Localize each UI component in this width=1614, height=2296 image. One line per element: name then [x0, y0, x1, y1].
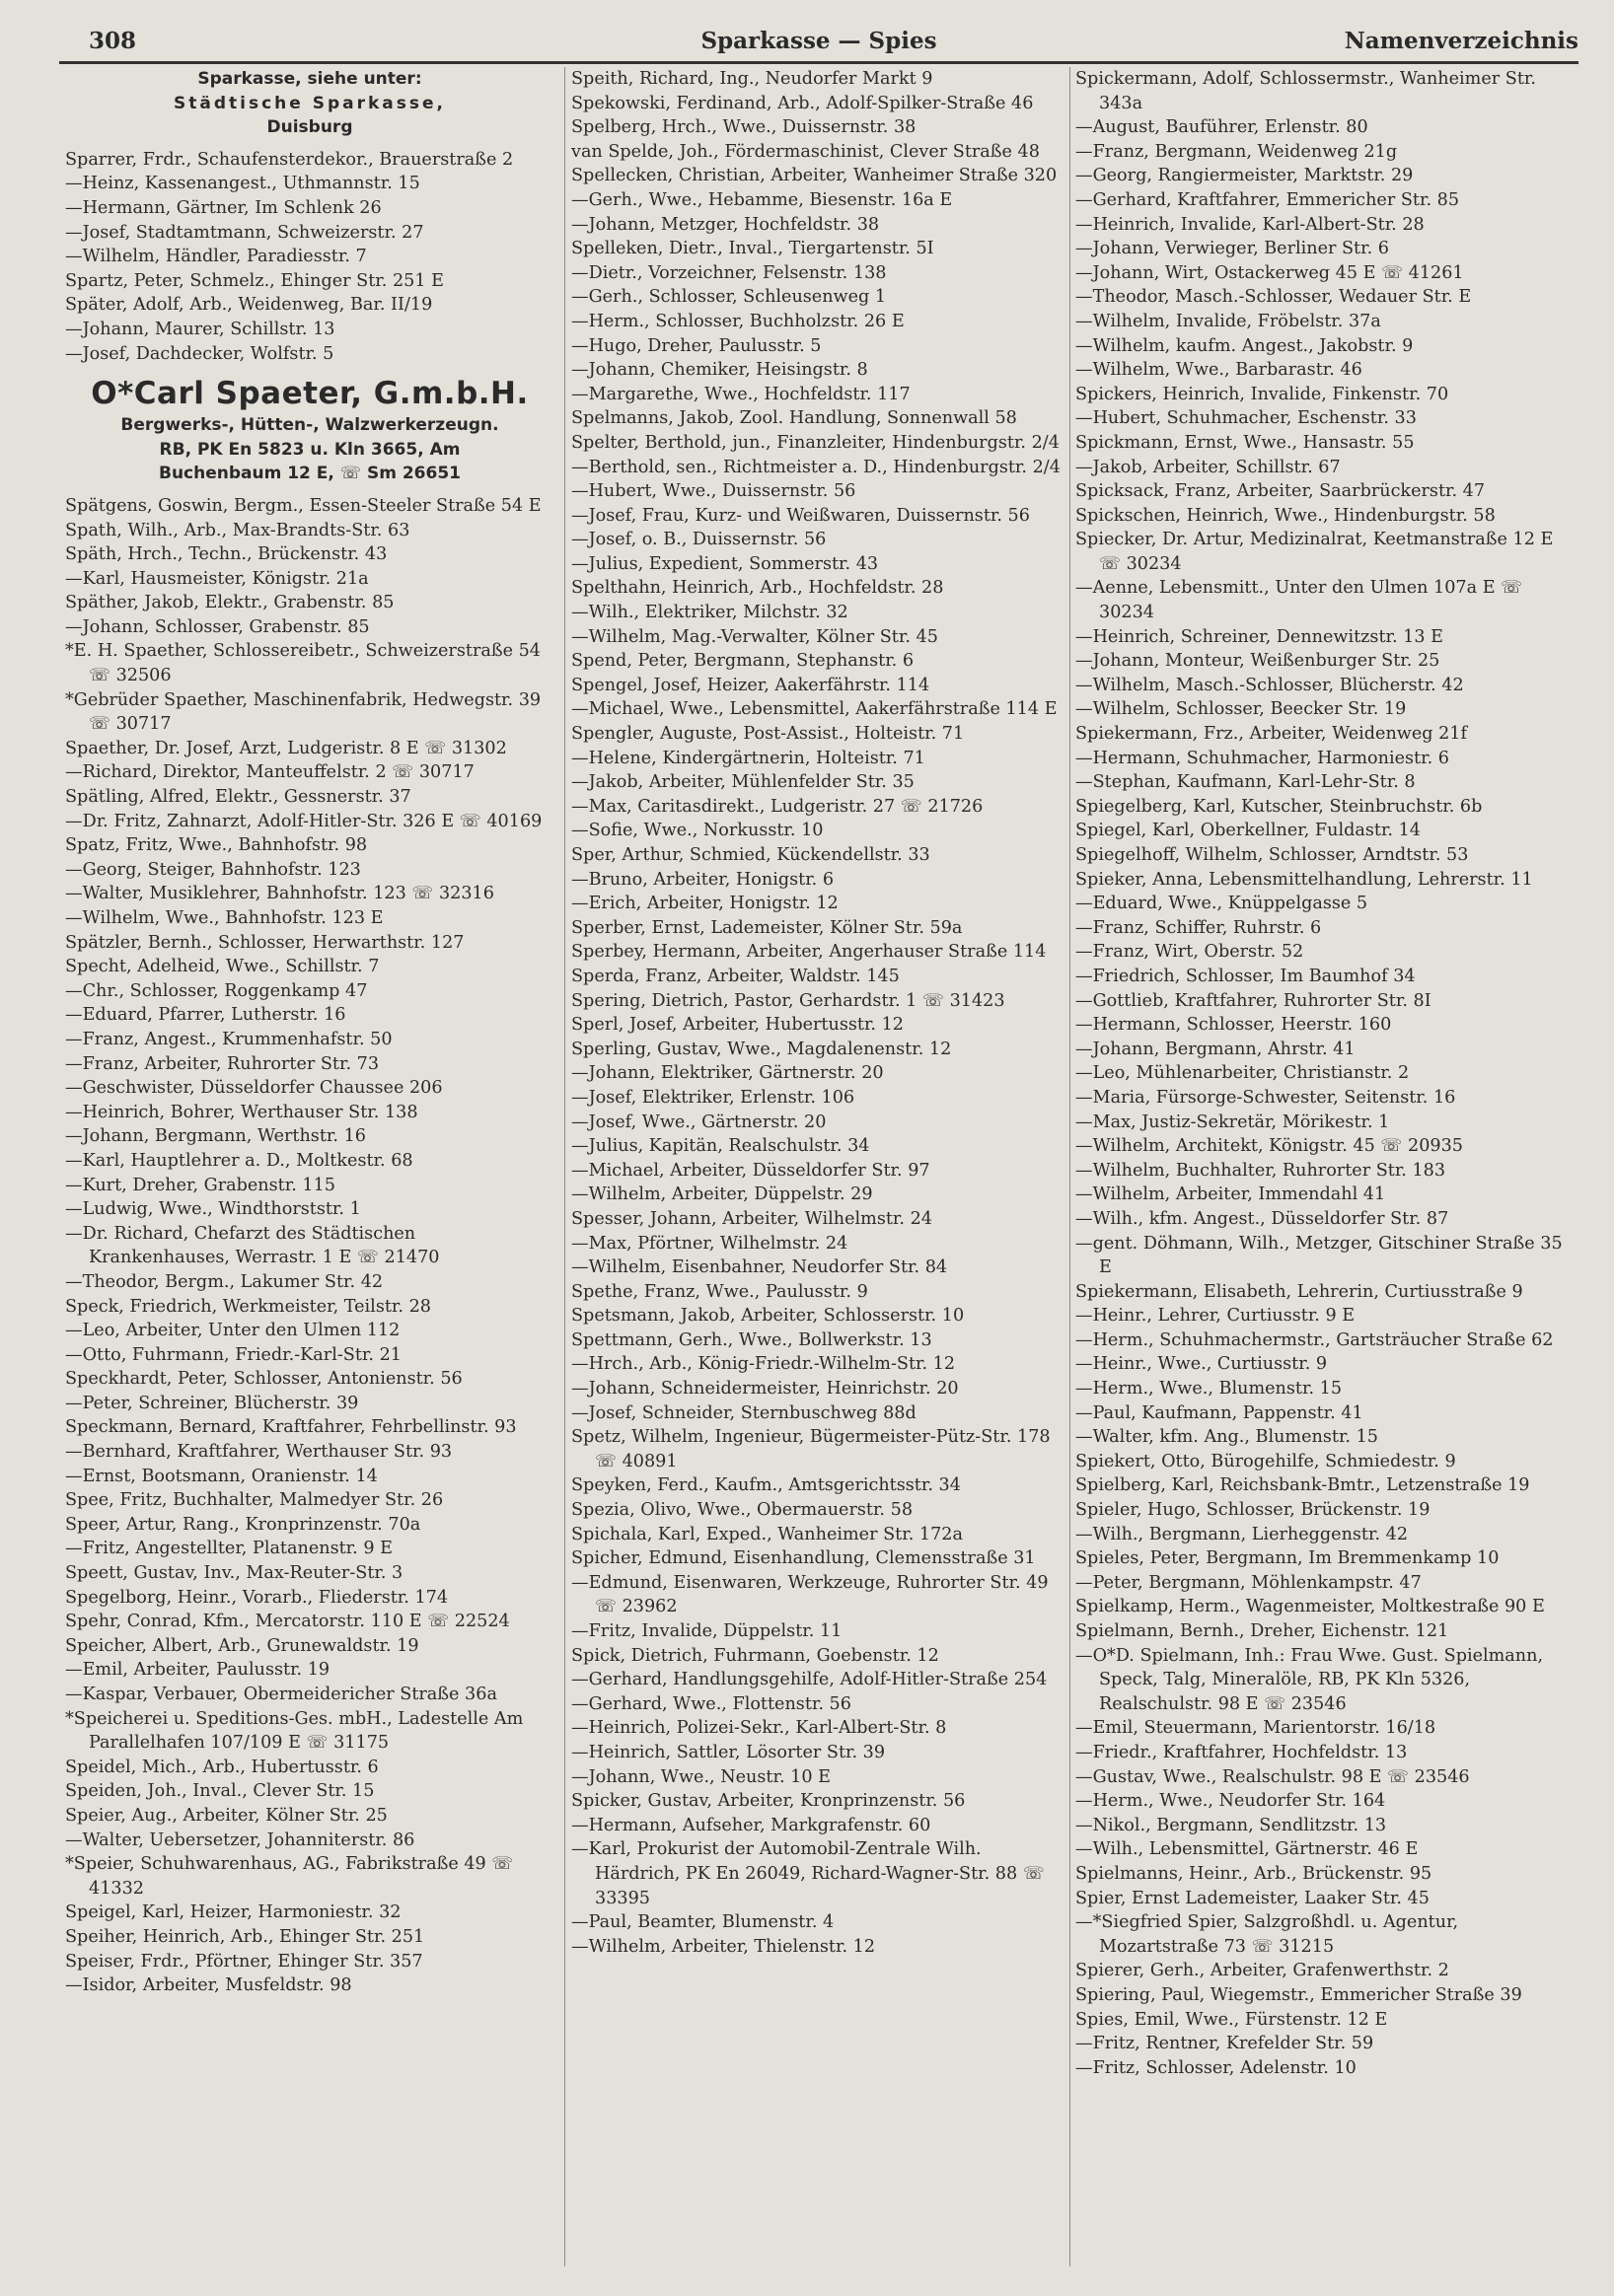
- directory-entry: —Wilhelm, Architekt, Königstr. 45 ☏ 20935: [1075, 1136, 1463, 1157]
- directory-entry: Spelmanns, Jakob, Zool. Handlung, Sonnenwall 58: [571, 408, 1017, 429]
- directory-entry: —Aenne, Lebensmitt., Unter den Ulmen 107a E ☏ 30234: [1075, 578, 1523, 623]
- directory-entry: Spehr, Conrad, Kfm., Mercatorstr. 110 E ☏ 22524: [65, 1612, 510, 1632]
- running-title: Sparkasse — Spies: [700, 28, 937, 54]
- directory-entry: —Johann, Schlosser, Grabenstr. 85: [65, 616, 370, 637]
- column-divider: [1069, 67, 1070, 2266]
- directory-entry: —Berthold, sen., Richtmeister a. D., Hindenburgstr. 2/4: [571, 457, 1061, 477]
- directory-entry: Spicher, Edmund, Eisenhandlung, Clemensstraße 31: [571, 1548, 1036, 1569]
- directory-entry: —Otto, Fuhrmann, Friedr.-Karl-Str. 21: [65, 1344, 402, 1365]
- directory-entry: —Wilhelm, Arbeiter, Thielenstr. 12: [571, 1936, 876, 1957]
- directory-entry: —Wilhelm, Eisenbahner, Neudorfer Str. 84: [571, 1257, 948, 1278]
- advertisement-line: Sparkasse, siehe unter:: [197, 69, 422, 89]
- directory-entry: —August, Bauführer, Erlenstr. 80: [1075, 117, 1368, 138]
- directory-entry: Sperl, Josef, Arbeiter, Hubertusstr. 12: [571, 1015, 905, 1036]
- directory-entry: Spiekert, Otto, Bürogehilfe, Schmiedestr. 9: [1075, 1451, 1456, 1471]
- directory-entry: Spichala, Karl, Exped., Wanheimer Str. 172a: [571, 1524, 963, 1544]
- directory-entry: Spick, Dietrich, Fuhrmann, Goebenstr. 12: [571, 1645, 939, 1666]
- directory-entry: —Gustav, Wwe., Realschulstr. 98 E ☏ 23546: [1075, 1766, 1470, 1787]
- directory-entry: —Paul, Kaufmann, Pappenstr. 41: [1075, 1402, 1363, 1423]
- directory-entry: —Hermann, Schuhmacher, Harmoniestr. 6: [1075, 748, 1449, 768]
- directory-entry: —Wilh., Bergmann, Lierheggenstr. 42: [1075, 1524, 1409, 1544]
- directory-entry: —Theodor, Bergm., Lakumer Str. 42: [65, 1271, 384, 1292]
- directory-entry: Spickermann, Adolf, Schlossermstr., Wanheimer Str. 343a: [1075, 69, 1536, 113]
- advertisement-line: Duisburg: [266, 117, 353, 138]
- directory-entry: —Friedr., Kraftfahrer, Hochfeldstr. 13: [1075, 1742, 1408, 1762]
- directory-entry: —Johann, Bergmann, Ahrstr. 41: [1075, 1039, 1356, 1059]
- directory-entry: Späth, Hrch., Techn., Brückenstr. 43: [65, 544, 388, 565]
- directory-entry: —O*D. Spielmann, Inh.: Frau Wwe. Gust. Spielmann, Speck, Talg, Mineralöle, RB, PK Kln 5326, Realschulstr. 98 E ☏ 23546: [1075, 1645, 1544, 1714]
- directory-entry: Speck, Friedrich, Werkmeister, Teilstr. 28: [65, 1296, 431, 1317]
- directory-entry: —Josef, o. B., Duissernstr. 56: [571, 530, 827, 550]
- directory-entry: —Geschwister, Düsseldorfer Chaussee 206: [65, 1078, 443, 1099]
- directory-entry: —Wilh., kfm. Angest., Düsseldorfer Str. 87: [1075, 1208, 1449, 1229]
- directory-entry: Spetz, Wilhelm, Ingenieur, Bügermeister-Pütz-Str. 178 ☏ 40891: [571, 1427, 1051, 1471]
- directory-entry: Spickmann, Ernst, Wwe., Hansastr. 55: [1075, 432, 1415, 453]
- directory-entry: —Julius, Expedient, Sommerstr. 43: [571, 553, 879, 574]
- directory-entry: —Wilhelm, Masch.-Schlosser, Blücherstr. 42: [1075, 675, 1464, 695]
- column-1: [65, 67, 554, 1998]
- directory-entry: —Heinz, Kassenangest., Uthmannstr. 15: [65, 174, 420, 194]
- directory-entry: —Herm., Schuhmachermstr., Gartsträucher Straße 62: [1075, 1329, 1554, 1350]
- directory-entry: —Margarethe, Wwe., Hochfeldstr. 117: [571, 384, 911, 404]
- directory-entry: —Franz, Wirt, Oberstr. 52: [1075, 942, 1304, 963]
- directory-entry: —Fritz, Angestellter, Platanenstr. 9 E: [65, 1539, 393, 1559]
- directory-entry: Spekowski, Ferdinand, Arb., Adolf-Spilker-Straße 46: [571, 93, 1034, 113]
- directory-entry: Später, Adolf, Arb., Weidenweg, Bar. II/19: [65, 295, 433, 316]
- directory-entry: —Walter, Uebersetzer, Johanniterstr. 86: [65, 1830, 415, 1850]
- directory-entry: —Jakob, Arbeiter, Schillstr. 67: [1075, 457, 1341, 477]
- directory-entry: —Gerhard, Kraftfahrer, Emmericher Str. 85: [1075, 189, 1460, 210]
- directory-entry: Spätzler, Bernh., Schlosser, Herwarthstr. 127: [65, 932, 465, 953]
- directory-entry: Speyken, Ferd., Kaufm., Amtsgerichtsstr. 34: [571, 1475, 961, 1496]
- directory-entry: —Eduard, Pfarrer, Lutherstr. 16: [65, 1005, 346, 1026]
- column-2: [571, 67, 1061, 1959]
- directory-entry: —Kurt, Dreher, Grabenstr. 115: [65, 1175, 335, 1195]
- directory-entry: —Wilhelm, Invalide, Fröbelstr. 37a: [1075, 311, 1381, 331]
- directory-entry: —Hubert, Wwe., Duissernstr. 56: [571, 481, 856, 502]
- directory-entry: —*Siegfried Spier, Salzgroßhdl. u. Agentur, Mozartstraße 73 ☏ 31215: [1075, 1912, 1459, 1957]
- directory-entry: —Heinrich, Sattler, Lösorter Str. 39: [571, 1742, 886, 1762]
- directory-entry: Speiher, Heinrich, Arb., Ehinger Str. 251: [65, 1926, 425, 1947]
- directory-entry: —Leo, Arbeiter, Unter den Ulmen 112: [65, 1321, 401, 1341]
- directory-entry: Spiering, Paul, Wiegemstr., Emmericher Straße 39: [1075, 1984, 1522, 2005]
- directory-entry: Spezia, Olivo, Wwe., Obermauerstr. 58: [571, 1500, 914, 1521]
- advertisement-line: Buchenbaum 12 E, ☏ Sm 26651: [158, 464, 461, 484]
- directory-entry: Speiser, Frdr., Pförtner, Ehinger Str. 357: [65, 1951, 423, 1972]
- directory-entry: —Wilhelm, Wwe., Barbarastr. 46: [1075, 360, 1362, 381]
- directory-entry: —Dr. Richard, Chefarzt des Städtischen Krankenhauses, Werrastr. 1 E ☏ 21470: [65, 1223, 440, 1268]
- directory-entry: —Max, Justiz-Sekretär, Mörikestr. 1: [1075, 1112, 1390, 1132]
- page-number: 308: [89, 28, 137, 54]
- directory-entry: Spethe, Franz, Wwe., Paulusstr. 9: [571, 1281, 868, 1302]
- directory-entry: Speier, Aug., Arbeiter, Kölner Str. 25: [65, 1805, 388, 1826]
- directory-entry: Spiekermann, Frz., Arbeiter, Weidenweg 21f: [1075, 724, 1468, 745]
- advertisement-line: Städtische Sparkasse,: [174, 93, 446, 113]
- directory-entry: —Gerh., Wwe., Hebamme, Biesenstr. 16a E: [571, 189, 953, 210]
- directory-entry: —Peter, Schreiner, Blücherstr. 39: [65, 1393, 359, 1413]
- directory-entry: Spiegelhoff, Wilhelm, Schlosser, Arndtstr. 53: [1075, 845, 1469, 865]
- directory-entry: —Gerhard, Wwe., Flottenstr. 56: [571, 1693, 851, 1714]
- directory-entry: —Hermann, Aufseher, Markgrafenstr. 60: [571, 1815, 931, 1835]
- directory-entry: —Wilhelm, kaufm. Angest., Jakobstr. 9: [1075, 335, 1414, 356]
- directory-entry: —Hermann, Gärtner, Im Schlenk 26: [65, 197, 382, 218]
- directory-entry: Spätling, Alfred, Elektr., Gessnerstr. 37: [65, 787, 411, 808]
- directory-entry: —Fritz, Schlosser, Adelenstr. 10: [1075, 2057, 1357, 2078]
- column-3: [1075, 67, 1565, 2080]
- directory-entry: —Johann, Verwieger, Berliner Str. 6: [1075, 239, 1389, 259]
- directory-entry: Spath, Wilh., Arb., Max-Brandts-Str. 63: [65, 520, 410, 540]
- directory-entry: —Josef, Schneider, Sternbuschweg 88d: [571, 1402, 917, 1423]
- directory-entry: —Gerh., Schlosser, Schleusenweg 1: [571, 287, 887, 308]
- directory-entry: Spelter, Berthold, jun., Finanzleiter, Hindenburgstr. 2/4: [571, 432, 1060, 453]
- directory-entry: Spelberg, Hrch., Wwe., Duissernstr. 38: [571, 117, 917, 138]
- directory-entry: —Franz, Angest., Krummenhafstr. 50: [65, 1029, 393, 1049]
- directory-entry: van Spelde, Joh., Fördermaschinist, Clever Straße 48: [571, 141, 1040, 162]
- directory-entry: —Emil, Arbeiter, Paulusstr. 19: [65, 1660, 330, 1681]
- directory-entry: Spartz, Peter, Schmelz., Ehinger Str. 251 E: [65, 270, 444, 291]
- directory-entry: —Heinrich, Schreiner, Dennewitzstr. 13 E: [1075, 626, 1444, 647]
- directory-entry: Spies, Emil, Wwe., Fürstenstr. 12 E: [1075, 2009, 1388, 2030]
- directory-entry: *E. H. Spaether, Schlossereibetr., Schweizerstraße 54 ☏ 32506: [65, 641, 541, 686]
- directory-entry: Speith, Richard, Ing., Neudorfer Markt 9: [571, 69, 933, 89]
- directory-entry: —Johann, Schneidermeister, Heinrichstr. 20: [571, 1379, 959, 1399]
- directory-entry: —Dietr., Vorzeichner, Felsenstr. 138: [571, 262, 887, 283]
- directory-entry: Spielmann, Bernh., Dreher, Eichenstr. 121: [1075, 1621, 1449, 1641]
- directory-entry: —Karl, Hausmeister, Königstr. 21a: [65, 568, 369, 589]
- directory-entry: —Eduard, Wwe., Knüppelgasse 5: [1075, 894, 1368, 914]
- directory-entry: —Georg, Steiger, Bahnhofstr. 123: [65, 859, 361, 880]
- directory-entry: *Speicherei u. Speditions-Ges. mbH., Ladestelle Am Parallelhafen 107/109 E ☏ 31175: [65, 1708, 524, 1754]
- directory-entry: —Peter, Bergmann, Möhlenkampstr. 47: [1075, 1572, 1422, 1593]
- directory-entry: —Johann, Elektriker, Gärtnerstr. 20: [571, 1063, 884, 1084]
- directory-entry: —Heinrich, Bohrer, Werthauser Str. 138: [65, 1102, 418, 1122]
- directory-entry: Speett, Gustav, Inv., Max-Reuter-Str. 3: [65, 1563, 404, 1584]
- directory-entry: —Richard, Direktor, Manteuffelstr. 2 ☏ 30717: [65, 762, 475, 783]
- directory-entry: Späther, Jakob, Elektr., Grabenstr. 85: [65, 593, 395, 613]
- section-title: Namenverzeichnis: [1344, 28, 1578, 54]
- directory-entry: —Johann, Metzger, Hochfeldstr. 38: [571, 214, 880, 235]
- directory-entry: —Herm., Wwe., Blumenstr. 15: [1075, 1379, 1343, 1399]
- directory-entry: Spickschen, Heinrich, Wwe., Hindenburgstr. 58: [1075, 505, 1496, 526]
- directory-entry: —Josef, Frau, Kurz- und Weißwaren, Duissernstr. 56: [571, 505, 1030, 526]
- directory-entry: —Herm., Wwe., Neudorfer Str. 164: [1075, 1791, 1386, 1812]
- directory-entry: —Ludwig, Wwe., Windthorststr. 1: [65, 1199, 361, 1220]
- directory-entry: —Johann, Wwe., Neustr. 10 E: [571, 1766, 831, 1787]
- directory-entry: —Nikol., Bergmann, Sendlitzstr. 13: [1075, 1815, 1387, 1835]
- directory-entry: Specht, Adelheid, Wwe., Schillstr. 7: [65, 957, 380, 977]
- directory-entry: —Karl, Hauptlehrer a. D., Moltkestr. 68: [65, 1150, 413, 1171]
- directory-entry: Spaether, Dr. Josef, Arzt, Ludgeristr. 8 E ☏ 31302: [65, 738, 507, 758]
- directory-entry: Spee, Fritz, Buchhalter, Malmedyer Str. 26: [65, 1490, 444, 1511]
- directory-entry: Sperda, Franz, Arbeiter, Waldstr. 145: [571, 966, 900, 986]
- directory-entry: Spend, Peter, Bergmann, Stephanstr. 6: [571, 651, 915, 672]
- directory-entry: Spetsmann, Jakob, Arbeiter, Schlosserstr. 10: [571, 1306, 965, 1327]
- directory-entry: —Wilhelm, Schlosser, Beecker Str. 19: [1075, 699, 1407, 720]
- directory-entry: —Wilhelm, Arbeiter, Düppelstr. 29: [571, 1184, 873, 1205]
- directory-entry: Spieles, Peter, Bergmann, Im Bremmenkamp 10: [1075, 1548, 1500, 1569]
- directory-entry: —Josef, Elektriker, Erlenstr. 106: [571, 1087, 855, 1108]
- directory-entry: —Hugo, Dreher, Paulusstr. 5: [571, 335, 822, 356]
- directory-entry: —Hrch., Arb., König-Friedr.-Wilhelm-Str. 12: [571, 1354, 956, 1375]
- directory-entry: Spiecker, Dr. Artur, Medizinalrat, Keetmanstraße 12 E ☏ 30234: [1075, 530, 1554, 574]
- directory-entry: Spickers, Heinrich, Invalide, Finkenstr. 70: [1075, 384, 1449, 404]
- directory-entry: —Hubert, Schuhmacher, Eschenstr. 33: [1075, 408, 1417, 429]
- directory-entry: —Franz, Arbeiter, Ruhrorter Str. 73: [65, 1053, 380, 1074]
- directory-entry: —Michael, Arbeiter, Düsseldorfer Str. 97: [571, 1160, 930, 1181]
- directory-entry: —Erich, Arbeiter, Honigstr. 12: [571, 894, 839, 914]
- directory-entry: Spettmann, Gerh., Wwe., Bollwerkstr. 13: [571, 1329, 932, 1350]
- directory-entry: —Michael, Wwe., Lebensmittel, Aakerfährstraße 114 E: [571, 699, 1058, 720]
- directory-entry: —Wilhelm, Buchhalter, Ruhrorter Str. 183: [1075, 1160, 1446, 1181]
- directory-entry: Sparrer, Frdr., Schaufensterdekor., Brauerstraße 2: [65, 149, 514, 170]
- directory-entry: —Chr., Schlosser, Roggenkamp 47: [65, 980, 368, 1001]
- directory-entry: Speckmann, Bernard, Kraftfahrer, Fehrbellinstr. 93: [65, 1417, 517, 1438]
- directory-entry: —Karl, Prokurist der Automobil-Zentrale Wilh. Härdrich, PK En 26049, Richard-Wagner-Str. 88 ☏ 33395: [571, 1839, 1045, 1908]
- directory-entry: Spering, Dietrich, Pastor, Gerhardstr. 1 ☏ 31423: [571, 990, 1005, 1011]
- directory-entry: —Heinrich, Invalide, Karl-Albert-Str. 28: [1075, 214, 1425, 235]
- directory-entry: Speer, Artur, Rang., Kronprinzenstr. 70a: [65, 1514, 421, 1535]
- directory-entry: —Ernst, Bootsmann, Oranienstr. 14: [65, 1466, 378, 1486]
- directory-entry: Spier, Ernst Lademeister, Laaker Str. 45: [1075, 1888, 1430, 1908]
- directory-entry: *Gebrüder Spaether, Maschinenfabrik, Hedwegstr. 39 ☏ 30717: [65, 689, 542, 735]
- directory-entry: —Maria, Fürsorge-Schwester, Seitenstr. 16: [1075, 1087, 1456, 1108]
- directory-entry: Sperbey, Hermann, Arbeiter, Angerhauser Straße 114: [571, 942, 1047, 963]
- directory-entry: —Stephan, Kaufmann, Karl-Lehr-Str. 8: [1075, 772, 1416, 793]
- directory-entry: Spegelborg, Heinr., Vorarb., Fliederstr. 174: [65, 1587, 449, 1608]
- directory-entry: Spielmanns, Heinr., Arb., Brückenstr. 95: [1075, 1863, 1432, 1884]
- directory-entry: Spielkamp, Herm., Wagenmeister, Moltkestraße 90 E: [1075, 1597, 1545, 1617]
- directory-entry: Spieler, Hugo, Schlosser, Brückenstr. 19: [1075, 1500, 1431, 1521]
- directory-entry: —Edmund, Eisenwaren, Werkzeuge, Ruhrorter Str. 49 ☏ 23962: [571, 1572, 1049, 1617]
- directory-entry: —Paul, Beamter, Blumenstr. 4: [571, 1912, 835, 1933]
- directory-entry: —Wilh., Elektriker, Milchstr. 32: [571, 603, 848, 623]
- directory-entry: Spiegel, Karl, Oberkellner, Fuldastr. 14: [1075, 821, 1422, 841]
- directory-entry: —Josef, Stadtamtmann, Schweizerstr. 27: [65, 222, 424, 243]
- directory-entry: —Fritz, Invalide, Düppelstr. 11: [571, 1621, 843, 1641]
- directory-entry: —Theodor, Masch.-Schlosser, Wedauer Str. E: [1075, 287, 1472, 308]
- directory-entry: Speiden, Joh., Inval., Clever Str. 15: [65, 1781, 375, 1802]
- directory-entry: —Johann, Chemiker, Heisingstr. 8: [571, 360, 868, 381]
- directory-entry: —Kaspar, Verbauer, Obermeidericher Straße 36a: [65, 1685, 497, 1704]
- directory-entry: *Speier, Schuhwarenhaus, AG., Fabrikstraße 49 ☏ 41332: [65, 1854, 514, 1899]
- directory-entry: —Wilhelm, Mag.-Verwalter, Kölner Str. 45: [571, 626, 938, 647]
- directory-entry: —Johann, Monteur, Weißenburger Str. 25: [1075, 651, 1440, 672]
- directory-entry: Spesser, Johann, Arbeiter, Wilhelmstr. 24: [571, 1208, 932, 1229]
- directory-entry: —Sofie, Wwe., Norkusstr. 10: [571, 821, 824, 841]
- directory-entry: Speckhardt, Peter, Schlosser, Antonienstr. 56: [65, 1369, 463, 1390]
- directory-entry: —Wilh., Lebensmittel, Gärtnerstr. 46 E: [1075, 1839, 1419, 1860]
- directory-entry: —Jakob, Arbeiter, Mühlenfelder Str. 35: [571, 772, 915, 793]
- directory-entry: Spengel, Josef, Heizer, Aakerfährstr. 114: [571, 675, 930, 695]
- directory-entry: —Isidor, Arbeiter, Musfeldstr. 98: [65, 1975, 352, 1996]
- directory-entry: Spengler, Auguste, Post-Assist., Holteistr. 71: [571, 724, 965, 745]
- directory-entry: —Josef, Dachdecker, Wolfstr. 5: [65, 343, 334, 364]
- directory-entry: Spielberg, Karl, Reichsbank-Bmtr., Letzenstraße 19: [1075, 1475, 1530, 1496]
- directory-entry: Sperber, Ernst, Lademeister, Kölner Str. 59a: [571, 917, 963, 938]
- directory-entry: —Bruno, Arbeiter, Honigstr. 6: [571, 869, 835, 890]
- directory-entry: Spicksack, Franz, Arbeiter, Saarbrückerstr. 47: [1075, 481, 1486, 502]
- directory-entry: —Gottlieb, Kraftfahrer, Ruhrorter Str. 8I: [1075, 990, 1431, 1011]
- directory-entry: —Walter, kfm. Ang., Blumenstr. 15: [1075, 1427, 1378, 1448]
- directory-entry: —Wilhelm, Arbeiter, Immendahl 41: [1075, 1184, 1386, 1205]
- advertisement-line: O*Carl Spaeter, G.m.b.H.: [91, 376, 529, 412]
- directory-entry: —Bernhard, Kraftfahrer, Werthauser Str. 93: [65, 1442, 453, 1463]
- directory-entry: —Heinr., Lehrer, Curtiusstr. 9 E: [1075, 1306, 1356, 1327]
- directory-entry: —Helene, Kindergärtnerin, Holteistr. 71: [571, 748, 925, 768]
- directory-entry: —gent. Döhmann, Wilh., Metzger, Gitschiner Straße 35 E: [1075, 1233, 1563, 1278]
- directory-entry: —Johann, Maurer, Schillstr. 13: [65, 319, 335, 339]
- directory-entry: Spierer, Gerh., Arbeiter, Grafenwerthstr. 2: [1075, 1961, 1449, 1981]
- directory-entry: —Fritz, Rentner, Krefelder Str. 59: [1075, 2034, 1374, 2054]
- directory-entry: Speidel, Mich., Arb., Hubertusstr. 6: [65, 1757, 379, 1777]
- directory-entry: —Heinrich, Polizei-Sekr., Karl-Albert-Str. 8: [571, 1718, 947, 1739]
- directory-entry: Spätgens, Goswin, Bergm., Essen-Steeler Straße 54 E: [65, 495, 542, 516]
- directory-entry: —Herm., Schlosser, Buchholzstr. 26 E: [571, 311, 905, 331]
- directory-entry: Spellecken, Christian, Arbeiter, Wanheimer Straße 320: [571, 166, 1058, 186]
- directory-entry: —Johann, Bergmann, Werthstr. 16: [65, 1126, 366, 1147]
- directory-entry: Spiekermann, Elisabeth, Lehrerin, Curtiusstraße 9: [1075, 1281, 1523, 1302]
- directory-entry: Spiegelberg, Karl, Kutscher, Steinbruchstr. 6b: [1075, 796, 1483, 817]
- directory-entry: —Max, Caritasdirekt., Ludgeristr. 27 ☏ 21726: [571, 796, 984, 817]
- directory-entry: —Hermann, Schlosser, Heerstr. 160: [1075, 1015, 1392, 1036]
- directory-entry: —Emil, Steuermann, Marientorstr. 16/18: [1075, 1718, 1436, 1739]
- directory-entry: Spelthahn, Heinrich, Arb., Hochfeldstr. 28: [571, 578, 944, 599]
- directory-entry: Sperling, Gustav, Wwe., Magdalenenstr. 12: [571, 1039, 952, 1059]
- directory-entry: —Franz, Bergmann, Weidenweg 21g: [1075, 141, 1398, 162]
- directory-entry: —Georg, Rangiermeister, Marktstr. 29: [1075, 166, 1414, 186]
- directory-entry: —Wilhelm, Wwe., Bahnhofstr. 123 E: [65, 908, 384, 928]
- directory-entry: —Leo, Mühlenarbeiter, Christianstr. 2: [1075, 1063, 1410, 1084]
- directory-entry: Speigel, Karl, Heizer, Harmoniestr. 32: [65, 1902, 402, 1923]
- directory-entry: —Max, Pförtner, Wilhelmstr. 24: [571, 1233, 848, 1254]
- directory-entry: —Gerhard, Handlungsgehilfe, Adolf-Hitler-Straße 254: [571, 1670, 1048, 1690]
- directory-entry: —Wilhelm, Händler, Paradiesstr. 7: [65, 247, 367, 267]
- column-divider: [564, 67, 565, 2266]
- directory-entry: —Johann, Wirt, Ostackerweg 45 E ☏ 41261: [1075, 262, 1464, 283]
- directory-entry: Spicker, Gustav, Arbeiter, Kronprinzenstr. 56: [571, 1791, 966, 1812]
- directory-entry: Sper, Arthur, Schmied, Kückendellstr. 33: [571, 845, 930, 865]
- directory-entry: —Walter, Musiklehrer, Bahnhofstr. 123 ☏ 32316: [65, 884, 494, 904]
- directory-entry: —Dr. Fritz, Zahnarzt, Adolf-Hitler-Str. 326 E ☏ 40169: [65, 811, 543, 831]
- directory-entry: —Franz, Schiffer, Ruhrstr. 6: [1075, 917, 1322, 938]
- directory-entry: Speicher, Albert, Arb., Grunewaldstr. 19: [65, 1635, 419, 1656]
- directory-entry: Spelleken, Dietr., Inval., Tiergartenstr. 5I: [571, 239, 934, 259]
- advertisement-line: RB, PK En 5823 u. Kln 3665, Am: [159, 439, 461, 460]
- directory-entry: —Heinr., Wwe., Curtiusstr. 9: [1075, 1354, 1328, 1375]
- directory-entry: —Julius, Kapitän, Realschulstr. 34: [571, 1136, 870, 1157]
- directory-entry: —Friedrich, Schlosser, Im Baumhof 34: [1075, 966, 1416, 986]
- directory-entry: —Josef, Wwe., Gärtnerstr. 20: [571, 1112, 827, 1132]
- directory-entry: Spieker, Anna, Lebensmittelhandlung, Lehrerstr. 11: [1075, 869, 1533, 890]
- page-header: [59, 26, 1578, 64]
- advertisement-line: Bergwerks-, Hütten-, Walzwerkerzeugn.: [120, 415, 499, 436]
- directory-entry: Spatz, Fritz, Wwe., Bahnhofstr. 98: [65, 835, 368, 856]
